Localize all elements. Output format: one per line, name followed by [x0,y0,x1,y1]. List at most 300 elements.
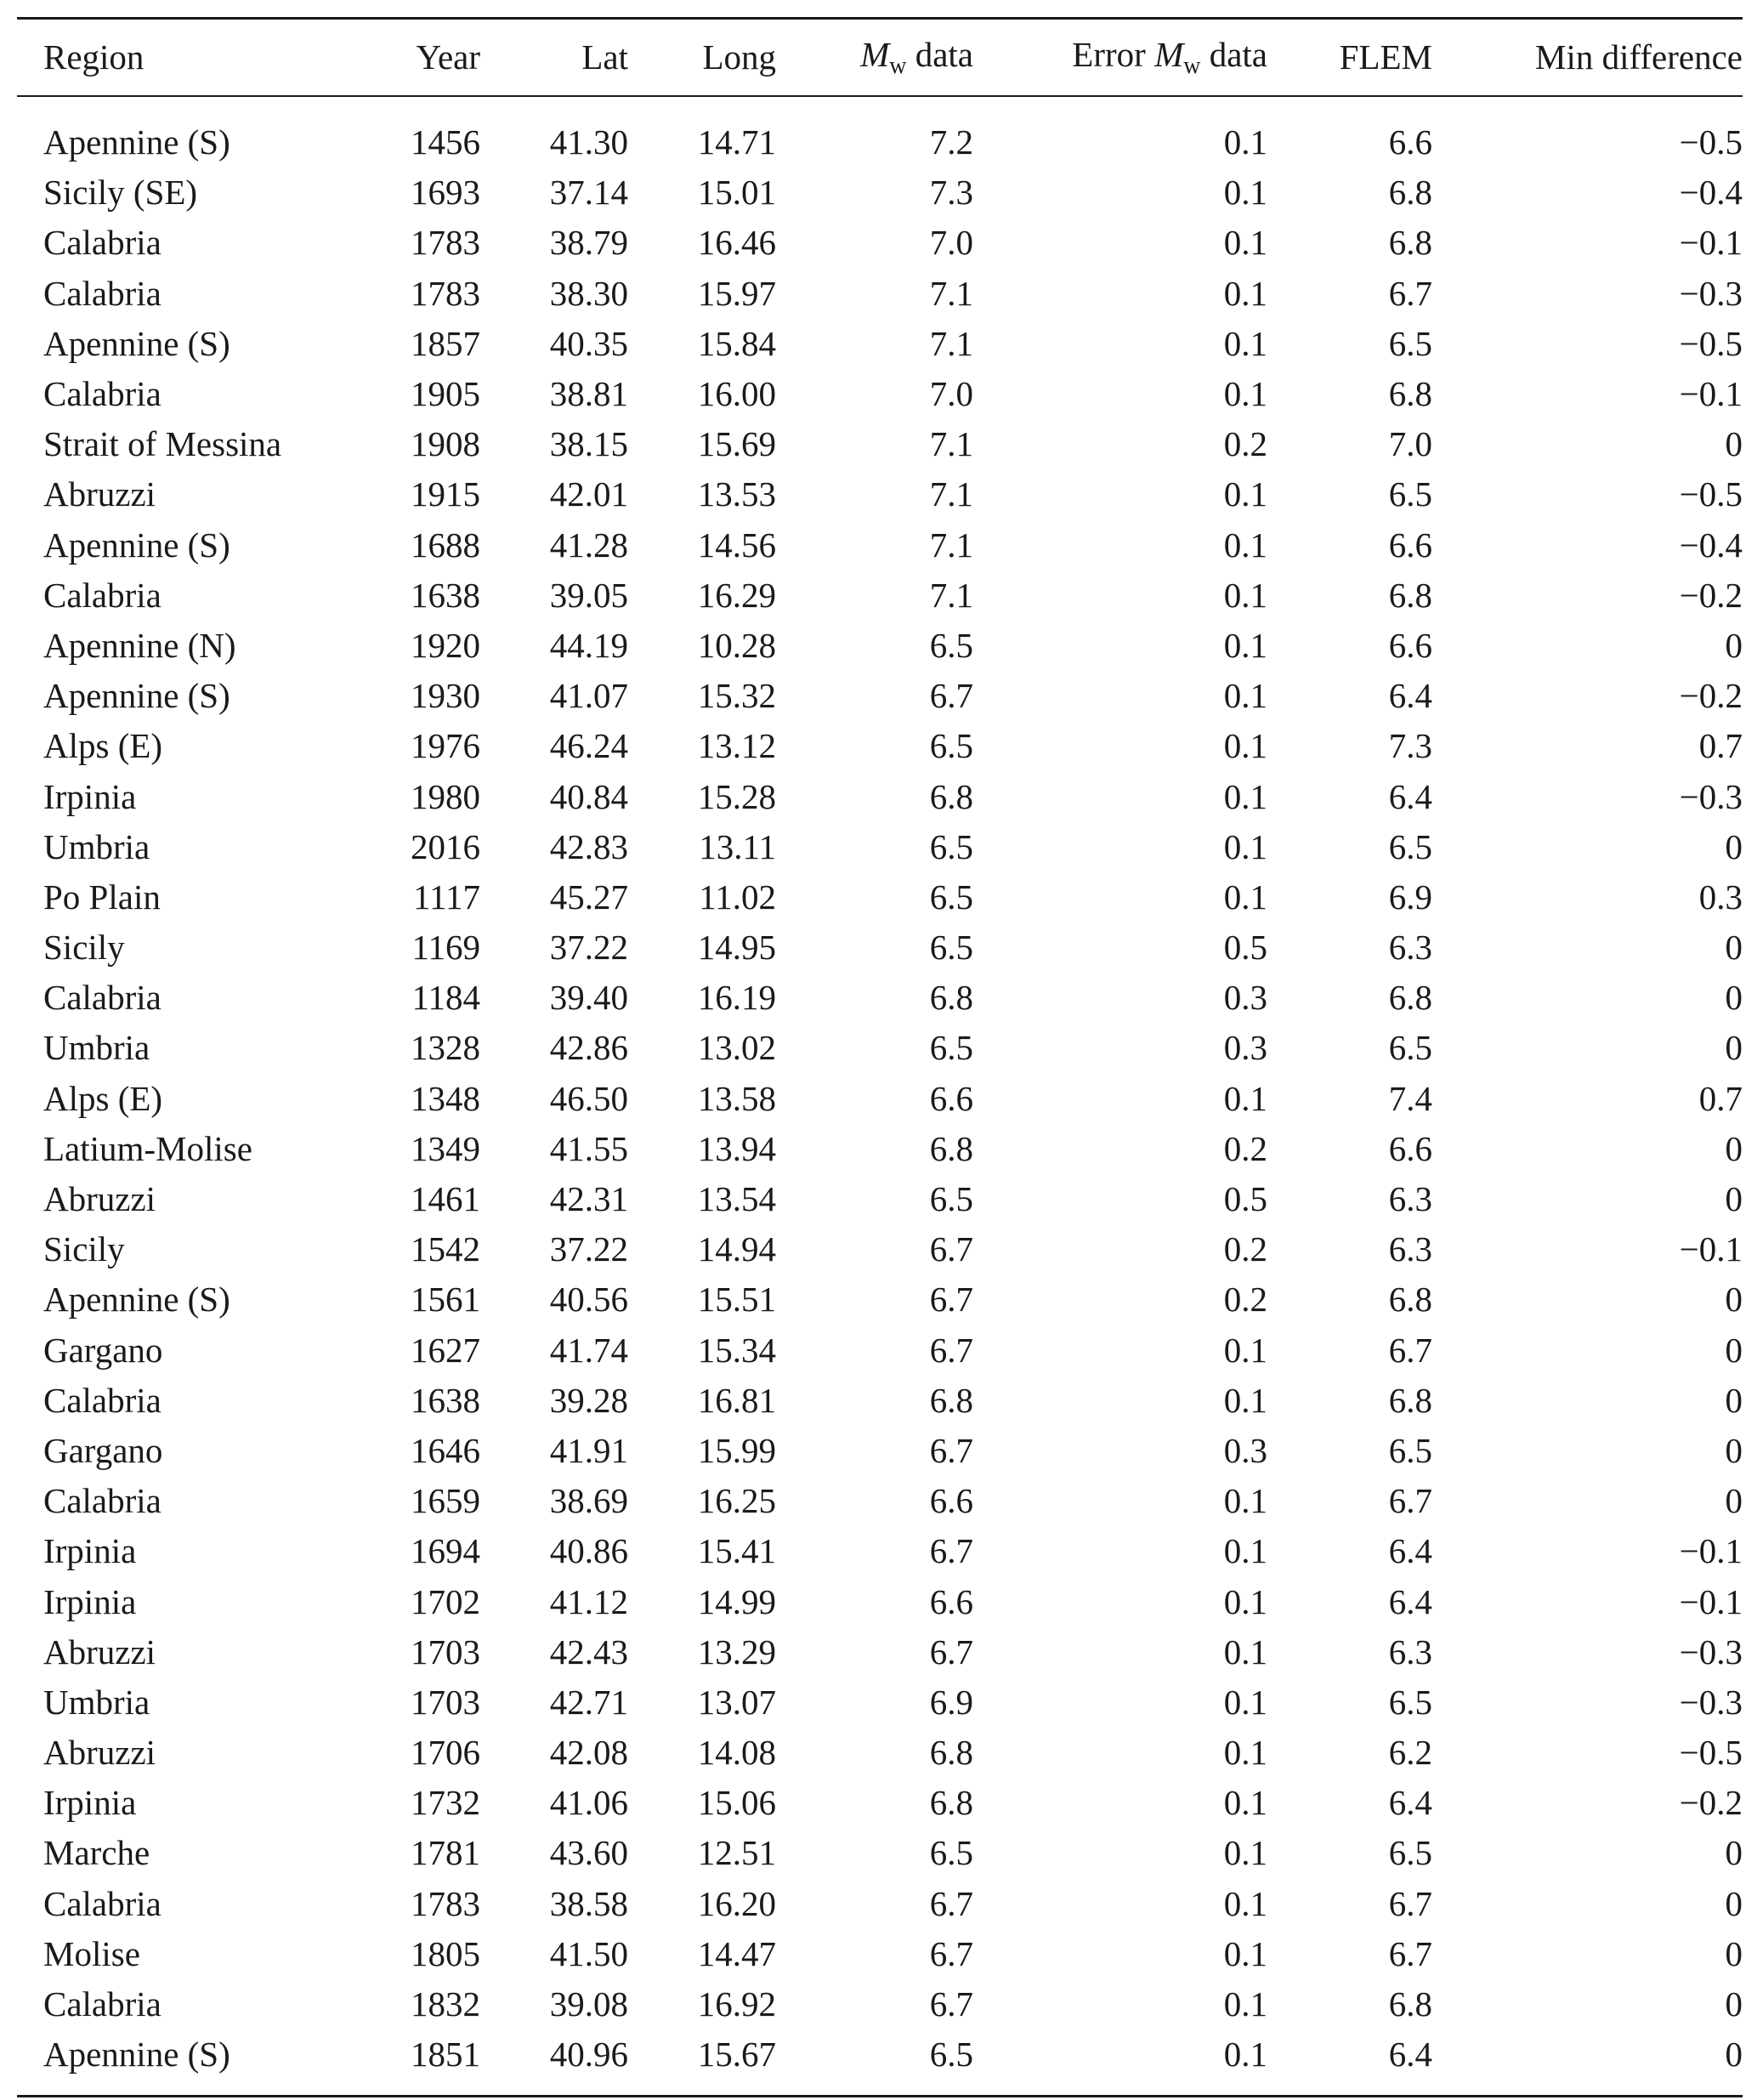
cell-flem: 6.3 [1388,1229,1432,1269]
cell-error-mw-data: 0.1 [1223,877,1267,917]
cell-region: Calabria [43,1481,162,1521]
table-row [17,1426,1743,1476]
table-row [17,1376,1743,1426]
cell-error-mw-data: 0.3 [1223,1430,1267,1470]
cell-long: 14.47 [697,1933,776,1973]
table-bottom-rule [17,2095,1743,2097]
cell-year: 1832 [411,1984,480,2024]
cell-lat: 41.30 [549,122,628,162]
cell-year: 1349 [411,1128,480,1168]
cell-flem: 6.8 [1388,575,1432,615]
cell-year: 1348 [411,1078,480,1118]
cell-region: Irpinia [43,1531,137,1571]
cell-min-difference: −0.5 [1679,323,1743,363]
cell-region: Sicily (SE) [43,173,198,213]
cell-error-mw-data: 0.2 [1223,1128,1267,1168]
cell-min-difference: −0.1 [1679,1581,1743,1621]
table-row [17,973,1743,1023]
cell-error-mw-data: 0.3 [1223,978,1267,1018]
cell-lat: 40.86 [549,1531,628,1571]
cell-long: 16.25 [697,1481,776,1521]
table-row [17,922,1743,973]
cell-region: Gargano [43,1330,163,1370]
cell-flem: 6.7 [1388,273,1432,313]
cell-long: 13.02 [697,1028,776,1068]
table-row [17,1526,1743,1576]
cell-min-difference: −0.3 [1679,273,1743,313]
cell-min-difference: −0.4 [1679,525,1743,565]
cell-error-mw-data: 0.1 [1223,273,1267,313]
cell-error-mw-data: 0.1 [1223,1632,1267,1671]
cell-flem: 6.8 [1388,223,1432,263]
cell-flem: 6.6 [1388,1128,1432,1168]
cell-mw-data: 6.5 [929,1179,973,1219]
cell-min-difference: 0.3 [1698,877,1743,917]
cell-mw-data: 6.8 [929,1380,973,1420]
table-row [17,319,1743,369]
cell-region: Calabria [43,1984,162,2024]
cell-long: 14.94 [697,1229,776,1269]
cell-region: Abruzzi [43,1733,156,1773]
cell-region: Abruzzi [43,474,156,514]
cell-region: Molise [43,1933,140,1973]
table-row [17,1274,1743,1325]
cell-mw-data: 6.5 [929,1028,973,1068]
cell-year: 1851 [411,2035,480,2074]
cell-min-difference: −0.1 [1679,1229,1743,1269]
cell-lat: 41.50 [549,1933,628,1973]
cell-flem: 6.4 [1388,2035,1432,2074]
cell-year: 1783 [411,273,480,313]
cell-year: 1805 [411,1933,480,1973]
table-row [17,369,1743,419]
cell-year: 1783 [411,1883,480,1923]
cell-flem: 6.7 [1388,1933,1432,1973]
cell-error-mw-data: 0.1 [1223,1078,1267,1118]
cell-lat: 37.22 [549,928,628,968]
cell-error-mw-data: 0.1 [1223,374,1267,414]
cell-flem: 6.7 [1388,1481,1432,1521]
cell-error-mw-data: 0.1 [1223,776,1267,816]
cell-flem: 6.4 [1388,1581,1432,1621]
cell-error-mw-data: 0.1 [1223,173,1267,213]
cell-mw-data: 6.7 [929,1229,973,1269]
cell-year: 2016 [411,826,480,866]
cell-error-mw-data: 0.1 [1223,323,1267,363]
cell-error-mw-data: 0.1 [1223,1330,1267,1370]
cell-lat: 39.40 [549,978,628,1018]
cell-flem: 6.5 [1388,1028,1432,1068]
table-row [17,822,1743,872]
cell-error-mw-data: 0.1 [1223,1833,1267,1873]
cell-lat: 42.83 [549,826,628,866]
cell-region: Calabria [43,374,162,414]
cell-min-difference: 0 [1725,1883,1743,1923]
cell-region: Apennine (S) [43,1280,230,1320]
cell-mw-data: 6.5 [929,726,973,766]
cell-long: 16.81 [697,1380,776,1420]
cell-error-mw-data: 0.2 [1223,424,1267,464]
cell-min-difference: −0.1 [1679,1531,1743,1571]
cell-long: 10.28 [697,625,776,665]
table-row [17,1879,1743,1929]
cell-min-difference: 0 [1725,1833,1743,1873]
cell-min-difference: −0.4 [1679,173,1743,213]
cell-year: 1980 [411,776,480,816]
cell-region: Apennine (S) [43,2035,230,2074]
cell-min-difference: 0 [1725,1179,1743,1219]
cell-region: Alps (E) [43,1078,163,1118]
cell-year: 1976 [411,726,480,766]
cell-long: 16.29 [697,575,776,615]
cell-mw-data: 6.5 [929,826,973,866]
cell-flem: 6.5 [1388,323,1432,363]
header-year: Year [416,37,480,77]
cell-flem: 6.9 [1388,877,1432,917]
table-row [17,1627,1743,1677]
table-row [17,167,1743,218]
cell-lat: 42.71 [549,1682,628,1722]
table-row [17,469,1743,519]
cell-long: 15.41 [697,1531,776,1571]
cell-min-difference: 0 [1725,1128,1743,1168]
cell-region: Umbria [43,826,150,866]
cell-mw-data: 6.7 [929,1430,973,1470]
cell-long: 13.11 [699,826,776,866]
cell-lat: 37.22 [549,1229,628,1269]
cell-error-mw-data: 0.1 [1223,1883,1267,1923]
cell-min-difference: −0.2 [1679,676,1743,716]
cell-error-mw-data: 0.1 [1223,1682,1267,1722]
cell-long: 11.02 [699,877,776,917]
cell-mw-data: 7.1 [929,474,973,514]
cell-long: 13.29 [697,1632,776,1671]
cell-min-difference: 0 [1725,1933,1743,1973]
cell-flem: 7.0 [1388,424,1432,464]
cell-lat: 41.55 [549,1128,628,1168]
header-region: Region [43,37,145,77]
cell-error-mw-data: 0.2 [1223,1280,1267,1320]
cell-flem: 6.4 [1388,1531,1432,1571]
cell-long: 13.12 [697,726,776,766]
cell-lat: 41.91 [549,1430,628,1470]
cell-min-difference: −0.5 [1679,1733,1743,1773]
cell-min-difference: −0.5 [1679,474,1743,514]
cell-region: Abruzzi [43,1179,156,1219]
cell-long: 16.19 [697,978,776,1018]
cell-long: 14.08 [697,1733,776,1773]
cell-long: 16.92 [697,1984,776,2024]
cell-error-mw-data: 0.1 [1223,676,1267,716]
cell-year: 1688 [411,525,480,565]
cell-year: 1627 [411,1330,480,1370]
cell-min-difference: 0 [1725,2035,1743,2074]
cell-long: 15.01 [697,173,776,213]
table-row [17,1778,1743,1828]
cell-region: Apennine (S) [43,323,230,363]
cell-min-difference: 0 [1725,1984,1743,2024]
cell-mw-data: 6.7 [929,1632,973,1671]
cell-min-difference: 0.7 [1698,1078,1743,1118]
table-row [17,1224,1743,1274]
cell-min-difference: −0.2 [1679,575,1743,615]
cell-error-mw-data: 0.1 [1223,575,1267,615]
cell-region: Irpinia [43,1783,137,1823]
cell-lat: 38.81 [549,374,628,414]
cell-flem: 6.5 [1388,826,1432,866]
cell-error-mw-data: 0.2 [1223,1229,1267,1269]
cell-region: Irpinia [43,1581,137,1621]
cell-long: 13.58 [697,1078,776,1118]
table-row [17,218,1743,268]
cell-mw-data: 7.0 [929,223,973,263]
header-error-mw-data [973,20,1267,95]
cell-error-mw-data: 0.5 [1223,928,1267,968]
cell-flem: 6.3 [1388,928,1432,968]
cell-mw-data: 7.2 [929,122,973,162]
cell-region: Sicily [43,928,125,968]
cell-year: 1703 [411,1632,480,1671]
header-row [17,20,1743,95]
table-row [17,1174,1743,1224]
table-row [17,1979,1743,2029]
cell-lat: 39.28 [549,1380,628,1420]
header-mw-data [776,20,973,95]
cell-flem: 6.8 [1388,978,1432,1018]
cell-lat: 41.12 [549,1581,628,1621]
cell-long: 15.69 [697,424,776,464]
cell-region: Umbria [43,1028,150,1068]
cell-flem: 6.2 [1388,1733,1432,1773]
cell-error-mw-data: 0.1 [1223,1581,1267,1621]
table-row [17,520,1743,570]
cell-mw-data: 6.6 [929,1581,973,1621]
cell-error-mw-data: 0.1 [1223,525,1267,565]
cell-lat: 38.15 [549,424,628,464]
cell-mw-data: 6.9 [929,1682,973,1722]
cell-lat: 40.56 [549,1280,628,1320]
cell-lat: 41.28 [549,525,628,565]
cell-min-difference: −0.1 [1679,374,1743,414]
cell-mw-data: 7.1 [929,525,973,565]
cell-lat: 42.08 [549,1733,628,1773]
cell-region: Gargano [43,1430,163,1470]
cell-error-mw-data: 0.1 [1223,826,1267,866]
cell-year: 1646 [411,1430,480,1470]
cell-mw-data: 6.8 [929,978,973,1018]
cell-lat: 38.58 [549,1883,628,1923]
cell-flem: 7.3 [1388,726,1432,766]
cell-region: Apennine (N) [43,625,236,665]
cell-lat: 41.74 [549,1330,628,1370]
cell-min-difference: 0 [1725,424,1743,464]
cell-mw-data: 6.5 [929,2035,973,2074]
table-row [17,771,1743,821]
err-symbol: M [1154,34,1184,74]
cell-lat: 42.86 [549,1028,628,1068]
cell-region: Calabria [43,978,162,1018]
err-prefix: Error [1072,34,1155,74]
cell-error-mw-data: 0.1 [1223,1531,1267,1571]
cell-region: Sicily [43,1229,125,1269]
cell-year: 1920 [411,625,480,665]
cell-min-difference: 0 [1725,625,1743,665]
cell-long: 15.67 [697,2035,776,2074]
cell-region: Marche [43,1833,150,1873]
cell-mw-data: 6.8 [929,776,973,816]
cell-mw-data: 6.8 [929,1733,973,1773]
cell-year: 1930 [411,676,480,716]
cell-flem: 6.8 [1388,173,1432,213]
cell-flem: 6.5 [1388,1682,1432,1722]
cell-min-difference: 0 [1725,1280,1743,1320]
cell-lat: 40.84 [549,776,628,816]
cell-min-difference: 0 [1725,1330,1743,1370]
table-row [17,97,1743,167]
cell-error-mw-data: 0.1 [1223,1783,1267,1823]
header-min-difference: Min difference [1535,37,1743,77]
cell-mw-data: 6.7 [929,1531,973,1571]
cell-error-mw-data: 0.1 [1223,474,1267,514]
cell-long: 15.97 [697,273,776,313]
header-flem: FLEM [1339,37,1432,77]
table-row [17,419,1743,469]
cell-mw-data: 6.8 [929,1783,973,1823]
cell-year: 1542 [411,1229,480,1269]
cell-year: 1117 [413,877,480,917]
cell-error-mw-data: 0.1 [1223,1733,1267,1773]
table-row [17,1023,1743,1073]
cell-min-difference: 0 [1725,1380,1743,1420]
table-row [17,1074,1743,1124]
cell-mw-data: 7.1 [929,323,973,363]
cell-lat: 38.30 [549,273,628,313]
cell-long: 14.71 [697,122,776,162]
cell-flem: 6.8 [1388,1280,1432,1320]
cell-long: 13.07 [697,1682,776,1722]
cell-region: Umbria [43,1682,150,1722]
table-row [17,872,1743,922]
cell-min-difference: −0.1 [1679,223,1743,263]
cell-long: 16.46 [697,223,776,263]
cell-mw-data: 7.3 [929,173,973,213]
cell-year: 1693 [411,173,480,213]
cell-mw-data: 7.1 [929,273,973,313]
cell-flem: 6.8 [1388,374,1432,414]
cell-lat: 43.60 [549,1833,628,1873]
cell-lat: 42.43 [549,1632,628,1671]
table-header [17,20,1743,95]
cell-lat: 38.79 [549,223,628,263]
table-row [17,269,1743,319]
cell-error-mw-data: 0.1 [1223,1481,1267,1521]
cell-region: Apennine (S) [43,525,230,565]
cell-year: 1461 [411,1179,480,1219]
cell-flem: 6.8 [1388,1380,1432,1420]
cell-min-difference: 0 [1725,826,1743,866]
cell-flem: 6.6 [1388,525,1432,565]
cell-year: 1915 [411,474,480,514]
cell-error-mw-data: 0.1 [1223,2035,1267,2074]
cell-min-difference: 0 [1725,1028,1743,1068]
cell-lat: 45.27 [549,877,628,917]
cell-lat: 42.31 [549,1179,628,1219]
cell-lat: 44.19 [549,625,628,665]
cell-flem: 6.4 [1388,1783,1432,1823]
cell-mw-data: 7.1 [929,575,973,615]
cell-lat: 42.01 [549,474,628,514]
cell-long: 15.28 [697,776,776,816]
cell-region: Po Plain [43,877,161,917]
cell-year: 1732 [411,1783,480,1823]
cell-long: 16.20 [697,1883,776,1923]
cell-region: Irpinia [43,776,137,816]
cell-long: 13.94 [697,1128,776,1168]
table-row [17,1476,1743,1526]
cell-min-difference: −0.2 [1679,1783,1743,1823]
cell-year: 1659 [411,1481,480,1521]
cell-region: Calabria [43,575,162,615]
cell-mw-data: 7.0 [929,374,973,414]
cell-long: 15.51 [697,1280,776,1320]
cell-flem: 7.4 [1388,1078,1432,1118]
cell-long: 16.00 [697,374,776,414]
cell-error-mw-data: 0.1 [1223,625,1267,665]
cell-year: 1456 [411,122,480,162]
cell-lat: 41.06 [549,1783,628,1823]
cell-mw-data: 6.7 [929,1330,973,1370]
cell-region: Strait of Messina [43,424,282,464]
cell-lat: 46.24 [549,726,628,766]
cell-year: 1328 [411,1028,480,1068]
cell-year: 1703 [411,1682,480,1722]
cell-error-mw-data: 0.1 [1223,122,1267,162]
cell-min-difference: 0.7 [1698,726,1743,766]
cell-lat: 41.07 [549,676,628,716]
cell-region: Apennine (S) [43,676,230,716]
mw-symbol: M [860,34,890,74]
table-row [17,2029,1743,2080]
cell-error-mw-data: 0.5 [1223,1179,1267,1219]
cell-region: Calabria [43,1883,162,1923]
table-row [17,621,1743,671]
table-row [17,1124,1743,1174]
cell-min-difference: 0 [1725,928,1743,968]
cell-min-difference: −0.5 [1679,122,1743,162]
cell-long: 14.56 [697,525,776,565]
cell-mw-data: 6.7 [929,676,973,716]
cell-year: 1638 [411,1380,480,1420]
cell-flem: 6.7 [1388,1330,1432,1370]
cell-flem: 6.5 [1388,474,1432,514]
cell-year: 1905 [411,374,480,414]
table-row [17,1576,1743,1626]
cell-region: Apennine (S) [43,122,230,162]
cell-flem: 6.5 [1388,1833,1432,1873]
cell-error-mw-data: 0.1 [1223,223,1267,263]
cell-region: Alps (E) [43,726,163,766]
err-subscript: w [1183,52,1201,79]
cell-year: 1702 [411,1581,480,1621]
table-row [17,721,1743,771]
table-body [17,97,1743,2080]
cell-min-difference: −0.3 [1679,1682,1743,1722]
cell-long: 15.32 [697,676,776,716]
cell-long: 13.53 [697,474,776,514]
cell-lat: 40.96 [549,2035,628,2074]
cell-min-difference: 0 [1725,1481,1743,1521]
cell-year: 1184 [411,978,480,1018]
